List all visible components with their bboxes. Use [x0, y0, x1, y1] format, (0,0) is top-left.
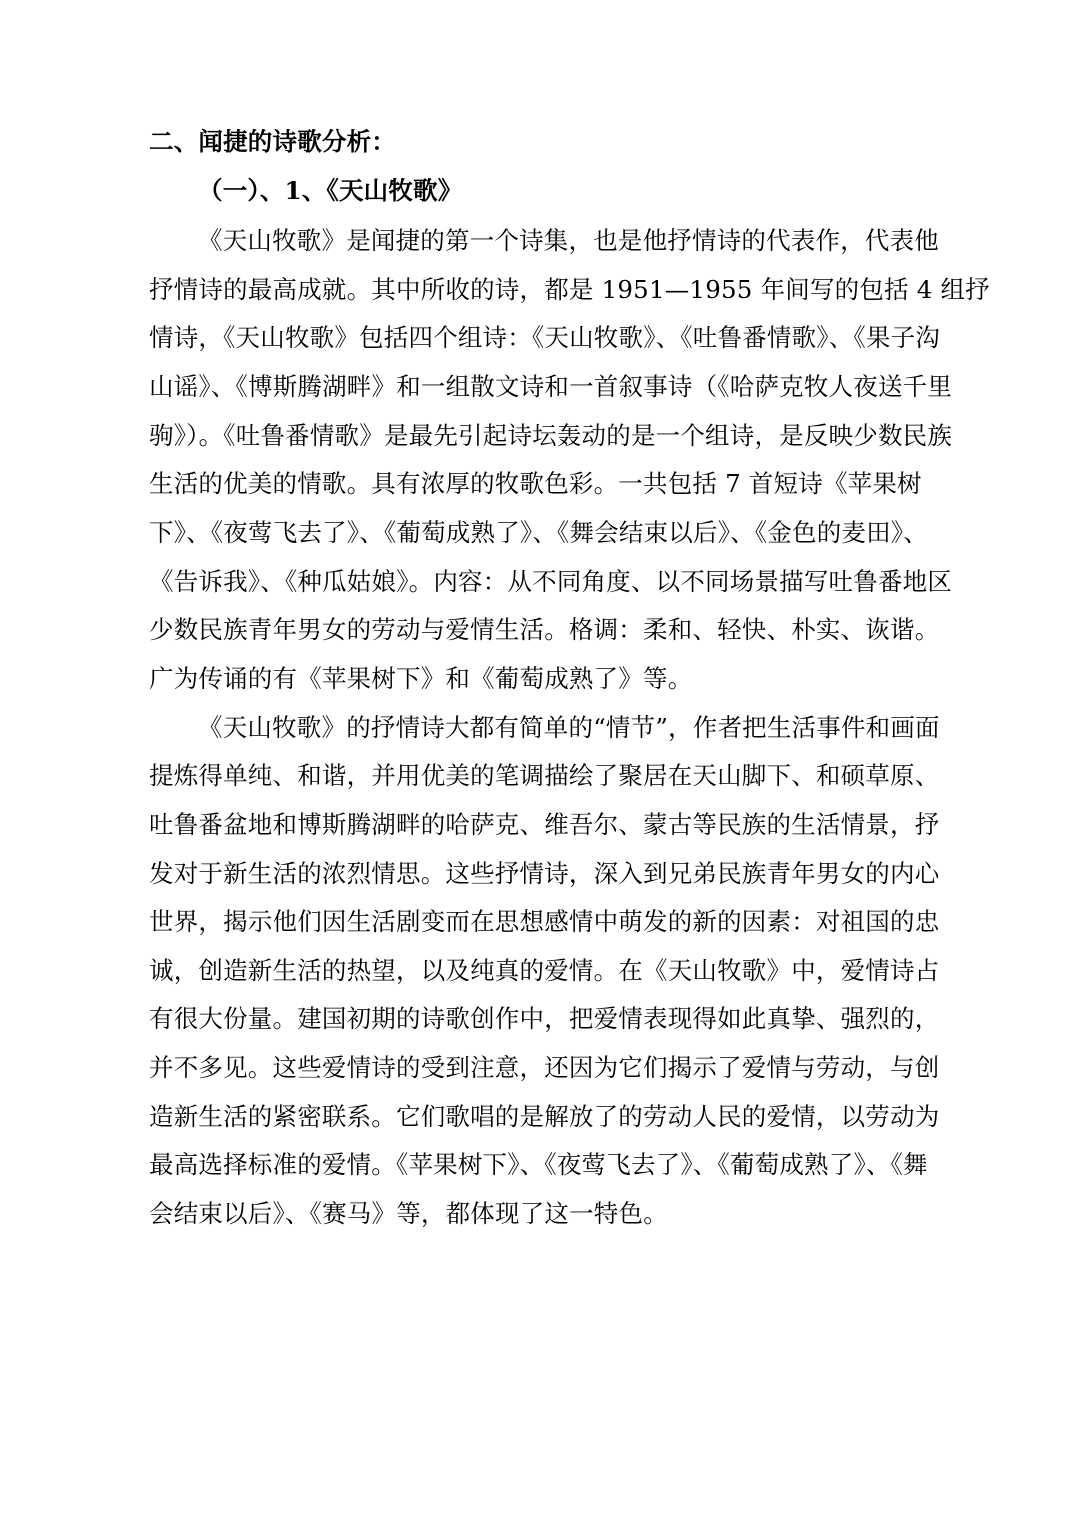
paragraph-1-line: 少数民族青年男女的劳动与爱情生活。格调：柔和、轻快、朴实、诙谐。 [149, 615, 940, 644]
paragraph-1-line: 山谣》、《博斯腾湖畔》和一组散文诗和一首叙事诗（《哈萨克牧人夜送千里 [149, 372, 953, 401]
paragraph-2-line: 吐鲁番盆地和博斯腾湖畔的哈萨克、维吾尔、蒙古等民族的生活情景，抒 [149, 810, 940, 839]
paragraph-2-line: 发对于新生活的浓烈情思。这些抒情诗，深入到兄弟民族青年男女的内心 [149, 859, 940, 888]
paragraph-1-line: 下》、《夜莺飞去了》、《葡萄成熟了》、《舞会结束以后》、《金色的麦田》、 [149, 518, 928, 547]
paragraph-2-line: 并不多见。这些爱情诗的受到注意，还因为它们揭示了爱情与劳动，与创 [149, 1053, 940, 1082]
paragraph-1-line: 生活的优美的情歌。具有浓厚的牧歌色彩。一共包括 7 首短诗《苹果树 [149, 469, 922, 498]
paragraph-2-line: 诚，创造新生活的热望，以及纯真的爱情。在《天山牧歌》中，爱情诗占 [149, 956, 940, 985]
paragraph-2-line: 《天山牧歌》的抒情诗大都有简单的“情节”，作者把生活事件和画面 [198, 713, 940, 742]
sub-heading: （一）、1、《天山牧歌》 [198, 176, 463, 205]
paragraph-2-line: 最高选择标准的爱情。《苹果树下》、《夜莺飞去了》、《葡萄成熟了》、《舞 [149, 1150, 928, 1179]
paragraph-1-line: 抒情诗的最高成就。其中所收的诗，都是 1951—1955 年间写的包括 4 组抒 [149, 275, 990, 304]
paragraph-2-line: 造新生活的紧密联系。它们歌唱的是解放了的劳动人民的爱情，以劳动为 [149, 1102, 940, 1131]
paragraph-1-line: 广为传诵的有《苹果树下》和《葡萄成熟了》等。 [149, 664, 693, 693]
paragraph-2-line: 有很大份量。建国初期的诗歌创作中，把爱情表现得如此真挚、强烈的， [149, 1004, 940, 1033]
paragraph-2-line: 世界，揭示他们因生活剧变而在思想感情中萌发的新的因素：对祖国的忠 [149, 907, 940, 936]
paragraph-1-line: 《天山牧歌》是闻捷的第一个诗集，也是他抒情诗的代表作，代表他 [198, 226, 939, 255]
paragraph-1-line: 驹》）。《吐鲁番情歌》是最先引起诗坛轰动的是一个组诗，是反映少数民族 [149, 421, 953, 450]
section-heading: 二、闻捷的诗歌分析： [149, 127, 396, 156]
paragraph-1-line: 情诗，《天山牧歌》包括四个组诗：《天山牧歌》、《吐鲁番情歌》、《果子沟 [149, 323, 940, 352]
paragraph-2-line: 会结束以后》、《赛马》等，都体现了这一特色。 [149, 1199, 668, 1228]
paragraph-1-line: 《告诉我》、《种瓜姑娘》。内容：从不同角度、以不同场景描写吐鲁番地区 [149, 567, 953, 596]
paragraph-2-line: 提炼得单纯、和谐，并用优美的笔调描绘了聚居在天山脚下、和硕草原、 [149, 761, 940, 790]
